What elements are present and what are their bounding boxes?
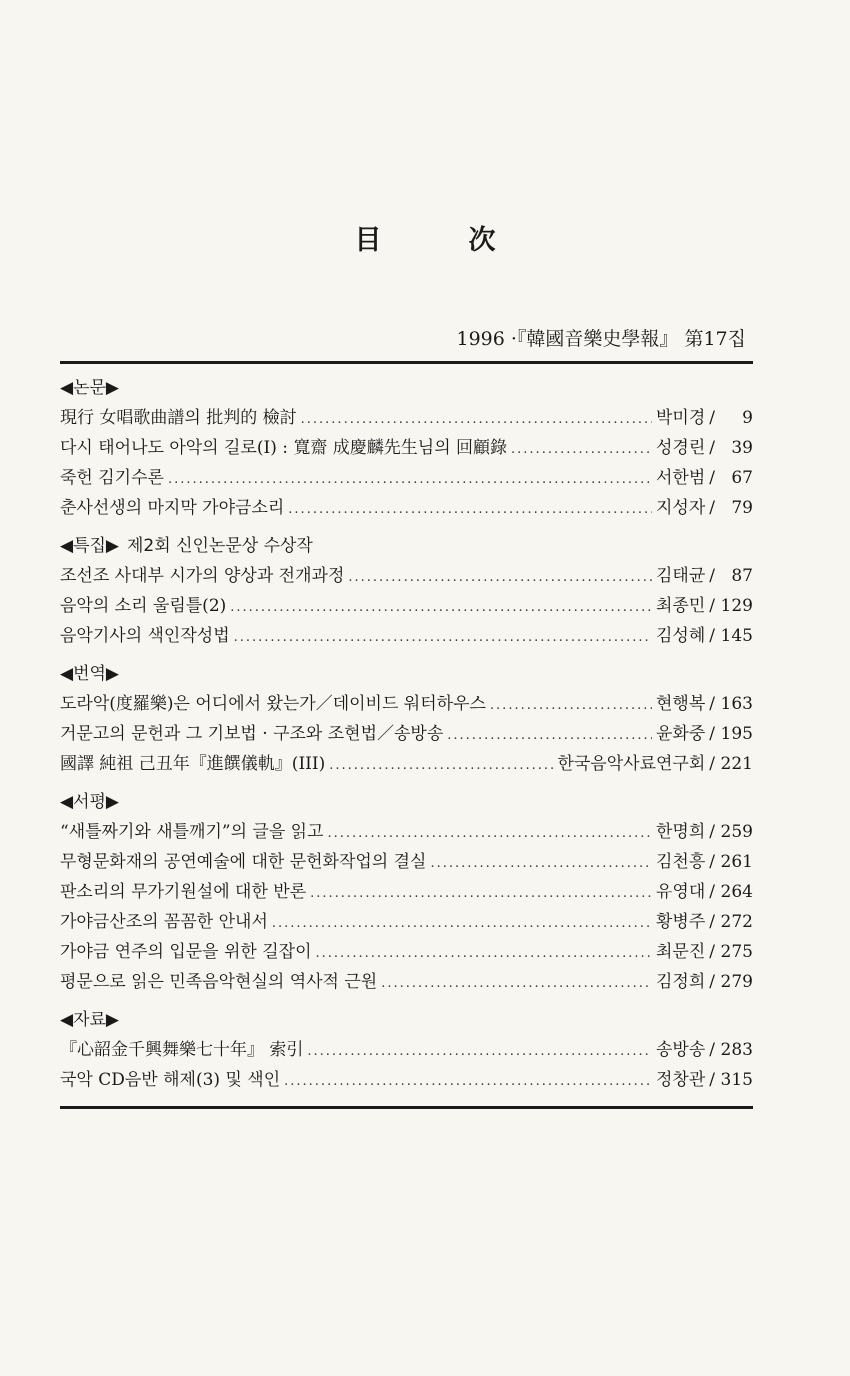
entry-author: 김성혜 [655,626,706,646]
toc-entry[interactable]: 現行 女唱歌曲譜의 批判的 檢討 ..... 박미경 / 9 [60,403,753,433]
entry-page: 39 [731,438,753,458]
entry-author: 한명희 [655,822,706,842]
entry-title: 판소리의 무가기원설에 대한 반론 [60,882,307,902]
entry-author: 유영대 [655,882,706,902]
entry-title: “새틀짜기와 새틀깨기”의 글을 읽고 [60,822,324,842]
toc-entry[interactable]: 거문고의 문헌과 그 기보법 · 구조와 조현법／송방송 ..... 윤화중 / 195 [60,719,753,749]
leader-dots [430,849,652,879]
entry-author: 박미경 [655,408,706,428]
leader-dots [168,465,652,495]
bottom-rule [60,1106,753,1109]
entry-page: 315 [720,1070,753,1090]
entry-author: 현행복 [655,694,706,714]
entry-title: 가야금산조의 꼼꼼한 안내서 [60,912,268,932]
toc-entry[interactable]: 평문으로 읽은 민족음악현실의 역사적 근원 ..... 김정희 / 279 [60,967,753,997]
entry-page: 259 [720,822,753,842]
leader-dots [288,495,652,525]
entry-title: 國譯 純祖 己丑年『進饌儀軌』(III) [60,754,326,774]
entry-author: 성경린 [655,438,706,458]
entry-title: 춘사선생의 마지막 가야금소리 [60,498,285,518]
entry-title: 가야금 연주의 입문을 위한 길잡이 [60,942,312,962]
entry-page: 163 [720,694,753,714]
section-heading [60,373,753,403]
toc-entry[interactable]: 가야금산조의 꼼꼼한 안내서 ..... 황병주 / 272 [60,907,753,937]
entry-title: 도라악(度羅樂)은 어디에서 왔는가／데이비드 워터하우스 [60,694,486,714]
page-title: 目 次 [354,225,526,256]
entry-title: 거문고의 문헌과 그 기보법 · 구조와 조현법／송방송 [60,724,444,744]
entry-title: 음악의 소리 울림틀(2) [60,596,227,616]
toc-entry[interactable]: 무형문화재의 공연예술에 대한 문헌화작업의 결실 ..... 김천흥 / 261 [60,847,753,877]
toc-entry[interactable]: 國譯 純祖 己丑年『進饌儀軌』(III) ..... 한국음악사료연구회 / 221 [60,749,753,779]
section-label: ◀자료▶ [60,1010,119,1030]
toc-entry[interactable]: 판소리의 무가기원설에 대한 반론 ..... 유영대 / 264 [60,877,753,907]
entry-title: 다시 태어나도 아악의 길로(Ⅰ) : 寬齋 成慶麟先生님의 回顧錄 [60,438,508,458]
entry-author: 송방송 [655,1040,706,1060]
section-heading [60,1005,753,1035]
section-heading [60,531,753,561]
leader-dots [234,623,652,653]
entry-page: 272 [720,912,753,932]
entry-author: 김태균 [655,566,706,586]
toc-entry[interactable]: 춘사선생의 마지막 가야금소리 ..... 지성자 / 79 [60,493,753,523]
toc-entry[interactable]: 다시 태어나도 아악의 길로(Ⅰ) : 寬齋 成慶麟先生님의 回顧錄 ..... 성경린 / 39 [60,433,753,463]
leader-dots [329,751,553,781]
entry-author: 최문진 [655,942,706,962]
section-reviews [60,787,753,997]
section-label: ◀서평▶ [60,792,119,812]
section-subtitle: 제2회 신인논문상 수상작 [127,536,313,556]
entry-author: 황병주 [655,912,706,932]
toc-entry[interactable]: “새틀짜기와 새틀깨기”의 글을 읽고 ..... 한명희 / 259 [60,817,753,847]
entry-title: 現行 女唱歌曲譜의 批判的 檢討 [60,408,297,428]
leader-dots [301,405,652,435]
entry-page: 279 [720,972,753,992]
entry-title: 『心韶金千興舞樂七十年』 索引 [60,1040,304,1060]
entry-title: 평문으로 읽은 민족음악현실의 역사적 근원 [60,972,378,992]
leader-dots [490,691,652,721]
toc-entry[interactable]: 국악 CD음반 해제(3) 및 색인 ..... 정창관 / 315 [60,1065,753,1095]
toc-entry[interactable]: 죽헌 김기수론 ..... 서한범 / 67 [60,463,753,493]
entry-page: 261 [720,852,753,872]
entry-author: 정창관 [655,1070,706,1090]
toc-entry[interactable]: 음악기사의 색인작성법 ..... 김성혜 / 145 [60,621,753,651]
toc-entry[interactable]: 조선조 사대부 시가의 양상과 전개과정 ..... 김태균 / 87 [60,561,753,591]
entry-page: 79 [731,498,753,518]
leader-dots [511,435,652,465]
entry-page: 283 [720,1040,753,1060]
entry-page: 87 [731,566,753,586]
section-label: ◀번역▶ [60,664,119,684]
top-rule [60,361,753,364]
leader-dots [230,593,652,623]
table-of-contents [60,373,753,1103]
entry-author: 김천흥 [655,852,706,872]
entry-page: 221 [720,754,753,774]
entry-page: 67 [731,468,753,488]
toc-entry[interactable]: 도라악(度羅樂)은 어디에서 왔는가／데이비드 워터하우스 ..... 현행복 / 163 [60,689,753,719]
section-translation [60,659,753,779]
section-label: ◀특집▶ [60,536,119,556]
leader-dots [328,819,652,849]
section-materials [60,1005,753,1095]
entry-author: 김정희 [655,972,706,992]
leader-dots [447,721,652,751]
leader-dots [307,1037,652,1067]
entry-author: 윤화중 [655,724,706,744]
entry-author: 최종민 [655,596,706,616]
leader-dots [310,879,652,909]
section-papers [60,373,753,523]
section-heading [60,659,753,689]
journal-info: 1996 ·『韓國音樂史學報』 第17집 [456,328,746,350]
section-special [60,531,753,651]
entry-title: 국악 CD음반 해제(3) 및 색인 [60,1070,281,1090]
entry-page: 9 [742,408,753,428]
toc-entry[interactable]: 가야금 연주의 입문을 위한 길잡이 ..... 최문진 / 275 [60,937,753,967]
entry-page: 129 [720,596,753,616]
toc-entry[interactable]: 음악의 소리 울림틀(2) ..... 최종민 / 129 [60,591,753,621]
entry-page: 275 [720,942,753,962]
section-label: ◀논문▶ [60,378,119,398]
entry-title: 죽헌 김기수론 [60,468,164,488]
leader-dots [316,939,652,969]
entry-author: 서한범 [655,468,706,488]
leader-dots [381,969,652,999]
entry-author: 한국음악사료연구회 [557,754,706,774]
leader-dots [284,1067,652,1097]
leader-dots [348,563,652,593]
entry-title: 무형문화재의 공연예술에 대한 문헌화작업의 결실 [60,852,427,872]
entry-title: 조선조 사대부 시가의 양상과 전개과정 [60,566,345,586]
entry-page: 264 [720,882,753,902]
leader-dots [272,909,652,939]
entry-title: 음악기사의 색인작성법 [60,626,230,646]
toc-entry[interactable]: 『心韶金千興舞樂七十年』 索引 ..... 송방송 / 283 [60,1035,753,1065]
entry-page: 195 [720,724,753,744]
section-heading [60,787,753,817]
entry-page: 145 [720,626,753,646]
entry-author: 지성자 [655,498,706,518]
